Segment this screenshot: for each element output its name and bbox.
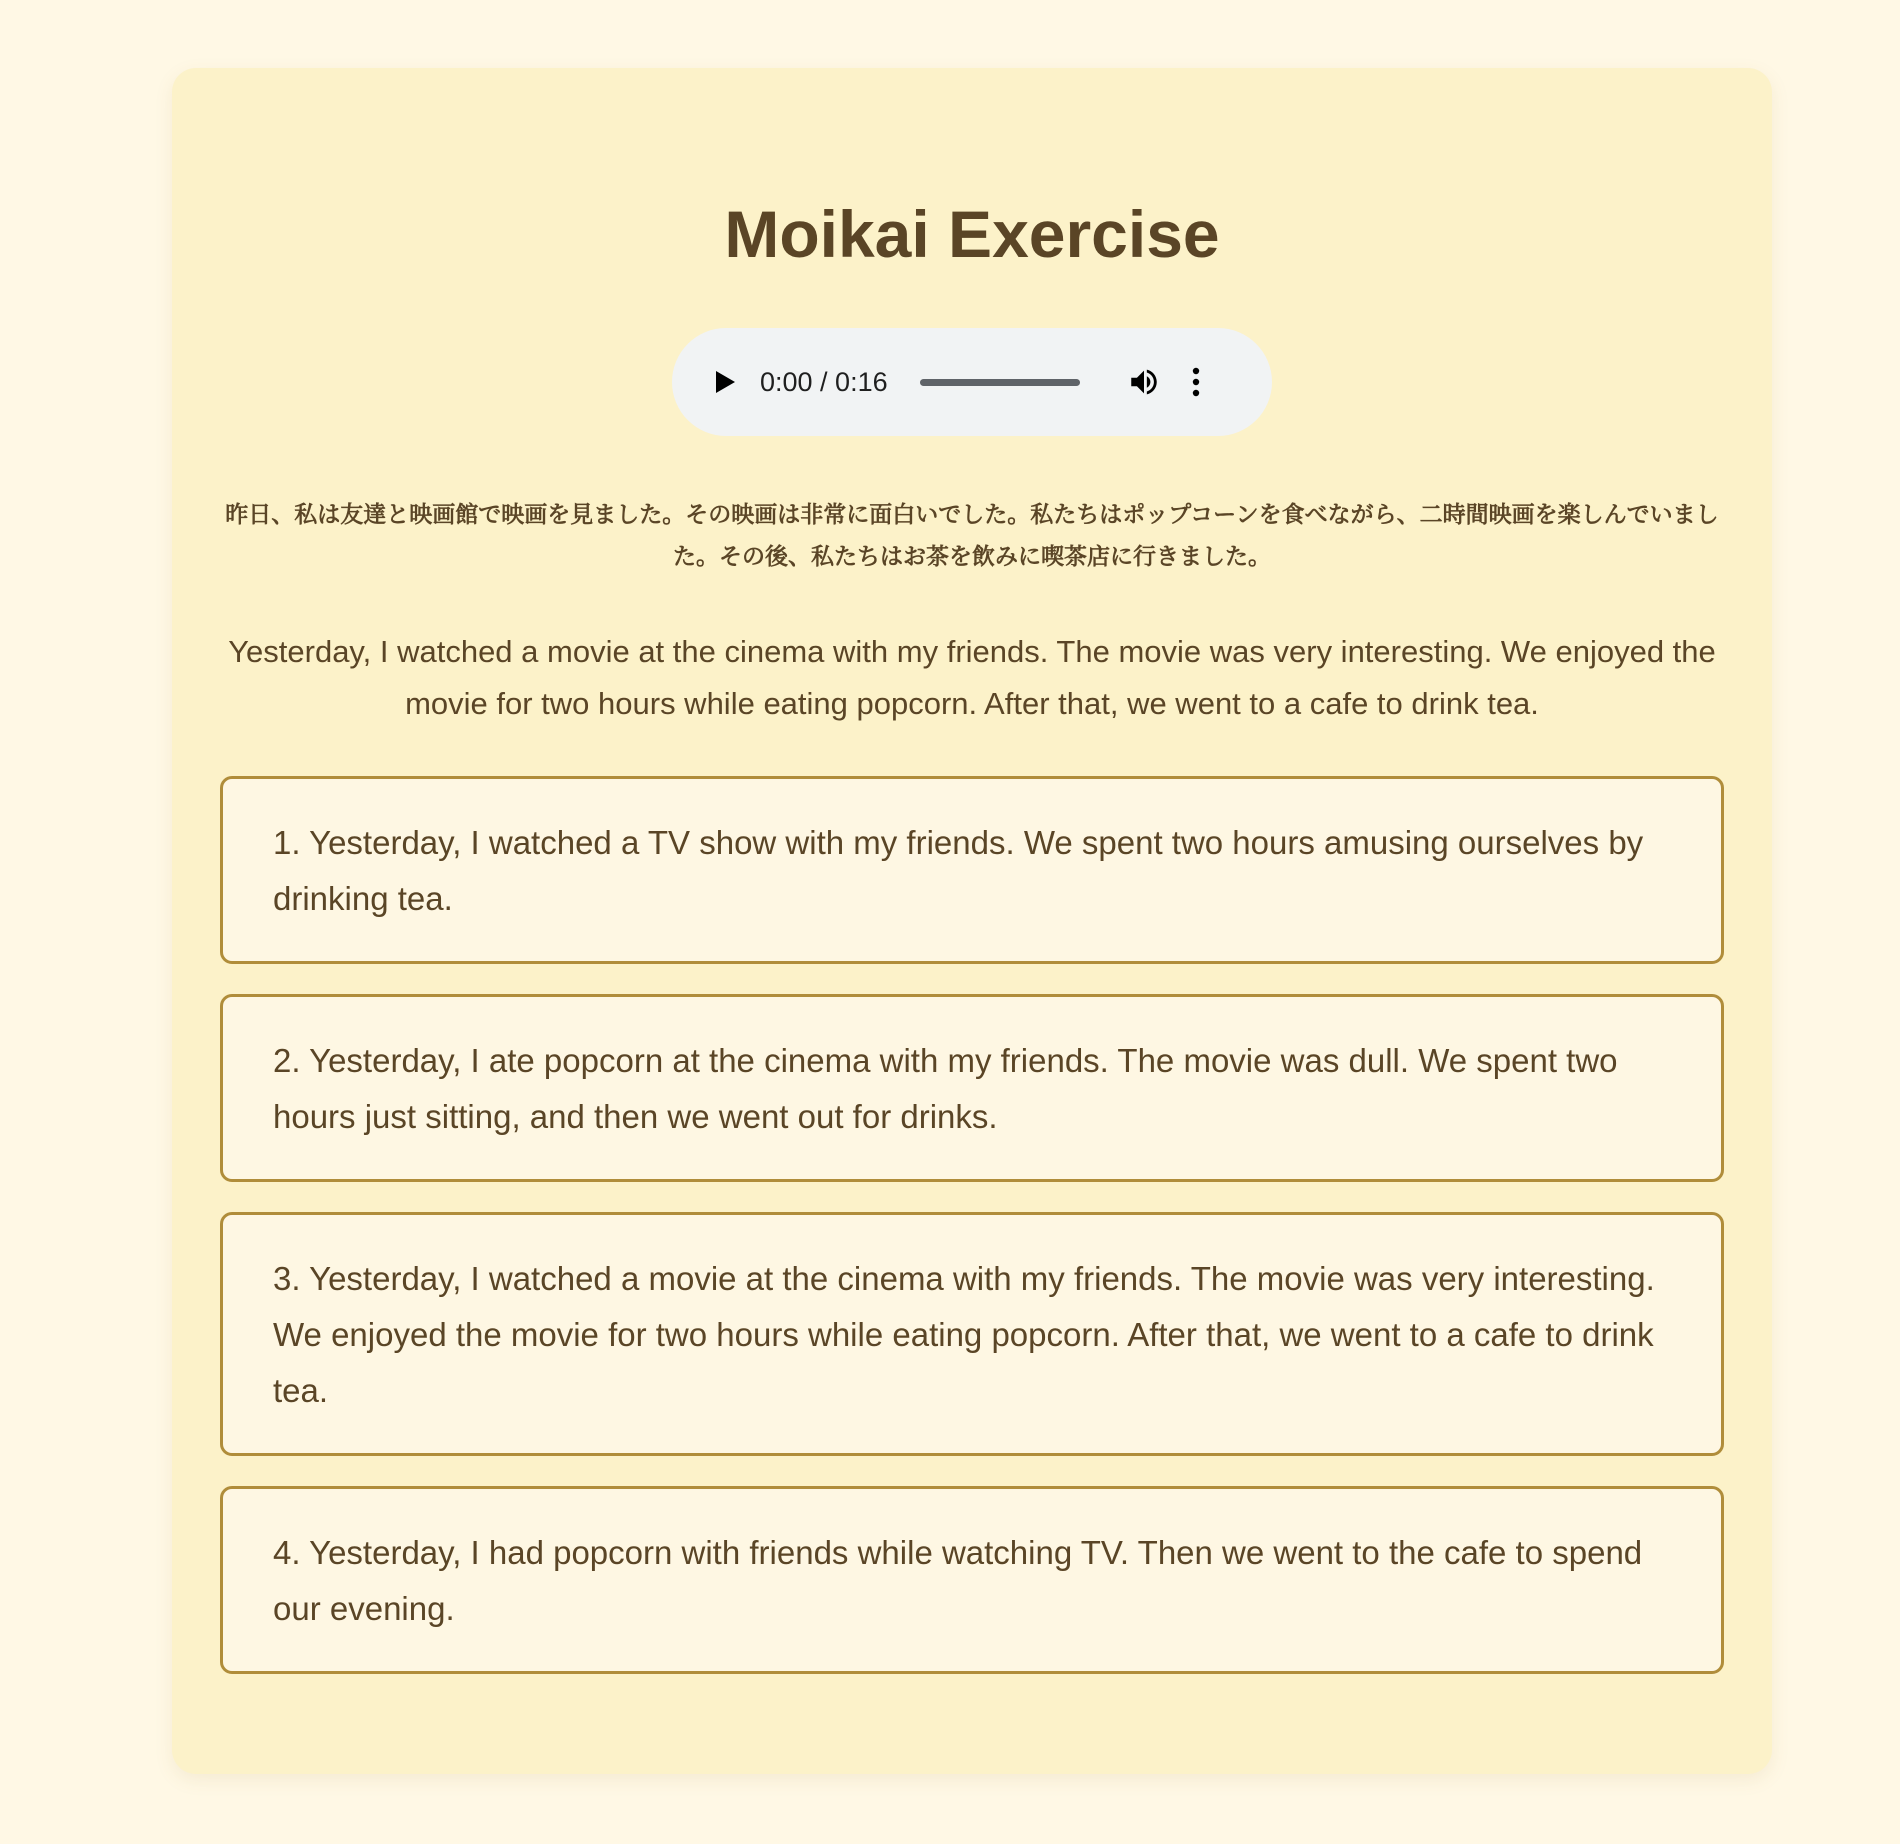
page-title: Moikai Exercise xyxy=(724,197,1220,271)
audio-player[interactable] xyxy=(672,328,1272,436)
volume-icon[interactable] xyxy=(1126,364,1162,400)
time-display: 0:00 / 0:16 xyxy=(760,366,888,397)
answer-option-4[interactable]: 4. Yesterday, I had popcorn with friends while watching TV. Then we went to the cafe to spend our evening. xyxy=(220,1486,1724,1674)
exercise-card xyxy=(172,68,1772,1774)
answer-option-3[interactable]: 3. Yesterday, I watched a movie at the cinema with my friends. The movie was very interesting. We enjoyed the movie for two hours while eating popcorn. After that, we went to a cafe to drink tea. xyxy=(220,1212,1724,1456)
answer-option-1[interactable]: 1. Yesterday, I watched a TV show with my friends. We spent two hours amusing ourselves by drinking tea. xyxy=(220,776,1724,964)
play-icon[interactable] xyxy=(710,365,740,399)
answer-options xyxy=(220,776,1724,1674)
english-passage: Yesterday, I watched a movie at the cinema with my friends. The movie was very interesting. We enjoyed the movie for two hours while eating popcorn. After that, we went to a cafe to drink tea. xyxy=(228,634,1716,721)
japanese-passage: 昨日、私は友達と映画館で映画を見ました。その映画は非常に面白いでした。私たちはポップコーンを食べながら、二時間映画を楽しんでいました。その後、私たちはお茶を飲みに喫茶店に行きました。 xyxy=(225,502,1719,570)
progress-bar[interactable] xyxy=(920,379,1080,386)
answer-option-2[interactable]: 2. Yesterday, I ate popcorn at the cinema with my friends. The movie was dull. We spent two hours just sitting, and then we went out for drinks. xyxy=(220,994,1724,1182)
more-vert-icon[interactable] xyxy=(1186,364,1206,400)
